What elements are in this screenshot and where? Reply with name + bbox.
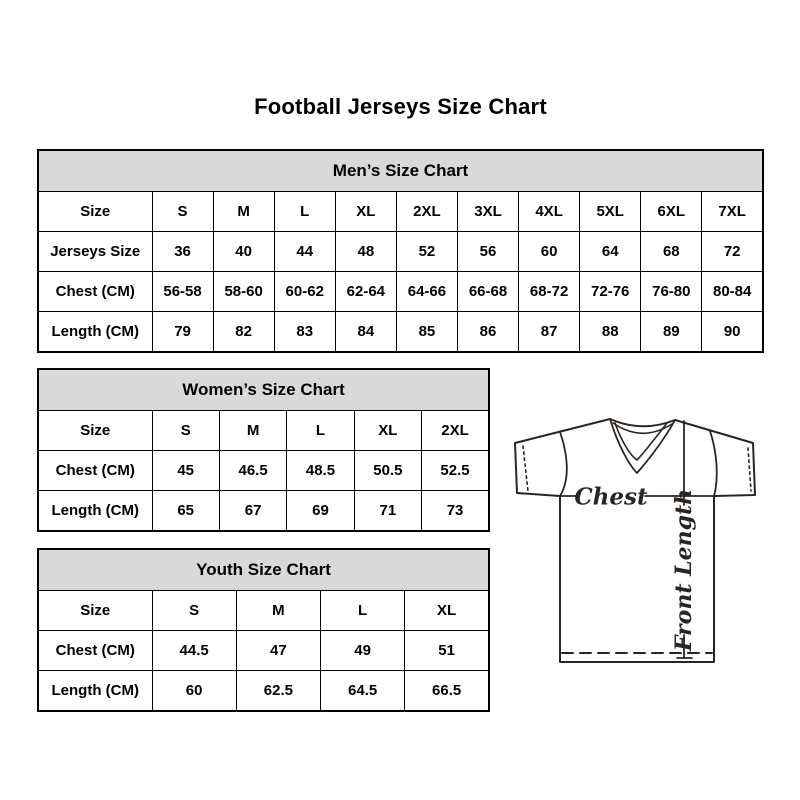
value-cell: 7XL — [702, 192, 763, 232]
chest-measure-label: Chest — [574, 483, 648, 511]
jersey-diagram-svg — [505, 410, 765, 670]
mens-size-table — [37, 149, 764, 353]
value-cell: 85 — [396, 312, 457, 353]
table-row — [38, 631, 489, 671]
value-cell: 52.5 — [422, 451, 489, 491]
value-cell: L — [274, 192, 335, 232]
value-cell: 2XL — [396, 192, 457, 232]
value-cell: M — [236, 591, 320, 631]
value-cell: 86 — [457, 312, 518, 353]
value-cell: 60-62 — [274, 272, 335, 312]
value-cell: 66-68 — [457, 272, 518, 312]
value-cell: S — [152, 192, 213, 232]
value-cell: 72-76 — [580, 272, 641, 312]
table-row — [38, 671, 489, 712]
value-cell: 45 — [152, 451, 219, 491]
table-title: Women’s Size Chart — [38, 369, 489, 411]
value-cell: 72 — [702, 232, 763, 272]
value-cell: 79 — [152, 312, 213, 353]
value-cell: 65 — [152, 491, 219, 532]
row-label-cell: Size — [38, 192, 152, 232]
row-label-cell: Length (CM) — [38, 312, 152, 353]
value-cell: 76-80 — [641, 272, 702, 312]
value-cell: 46.5 — [219, 451, 286, 491]
jersey-measurement-diagram — [505, 410, 765, 670]
value-cell: 2XL — [422, 411, 489, 451]
value-cell: 52 — [396, 232, 457, 272]
value-cell: 66.5 — [405, 671, 489, 712]
value-cell: 49 — [321, 631, 405, 671]
table-row — [38, 491, 489, 532]
table-row — [38, 232, 763, 272]
value-cell: 90 — [702, 312, 763, 353]
value-cell: L — [321, 591, 405, 631]
jersey-outline — [515, 419, 755, 662]
value-cell: 60 — [152, 671, 236, 712]
table-row — [38, 591, 489, 631]
value-cell: 71 — [354, 491, 421, 532]
row-label-cell: Chest (CM) — [38, 451, 152, 491]
value-cell: 48 — [335, 232, 396, 272]
table-title-row — [38, 369, 489, 411]
value-cell: 56 — [457, 232, 518, 272]
value-cell: 68-72 — [519, 272, 580, 312]
table-title-row — [38, 150, 763, 192]
value-cell: 47 — [236, 631, 320, 671]
table-row — [38, 312, 763, 353]
value-cell: 69 — [287, 491, 354, 532]
value-cell: 50.5 — [354, 451, 421, 491]
value-cell: 73 — [422, 491, 489, 532]
value-cell: L — [287, 411, 354, 451]
table-title: Youth Size Chart — [38, 549, 489, 591]
value-cell: XL — [354, 411, 421, 451]
table-title: Men’s Size Chart — [38, 150, 763, 192]
value-cell: 6XL — [641, 192, 702, 232]
value-cell: 51 — [405, 631, 489, 671]
value-cell: 56-58 — [152, 272, 213, 312]
value-cell: 89 — [641, 312, 702, 353]
value-cell: 88 — [580, 312, 641, 353]
table-row — [38, 272, 763, 312]
front-length-measure-label: Front Length — [671, 488, 697, 652]
value-cell: 82 — [213, 312, 274, 353]
value-cell: 36 — [152, 232, 213, 272]
value-cell: XL — [405, 591, 489, 631]
row-label-cell: Size — [38, 591, 152, 631]
value-cell: 64-66 — [396, 272, 457, 312]
value-cell: 5XL — [580, 192, 641, 232]
row-label-cell: Chest (CM) — [38, 631, 152, 671]
row-label-cell: Length (CM) — [38, 491, 152, 532]
value-cell: 62.5 — [236, 671, 320, 712]
value-cell: 62-64 — [335, 272, 396, 312]
value-cell: 44 — [274, 232, 335, 272]
value-cell: 84 — [335, 312, 396, 353]
table-row — [38, 411, 489, 451]
value-cell: M — [213, 192, 274, 232]
value-cell: M — [219, 411, 286, 451]
value-cell: 64 — [580, 232, 641, 272]
value-cell: 40 — [213, 232, 274, 272]
value-cell: XL — [335, 192, 396, 232]
value-cell: 4XL — [519, 192, 580, 232]
row-label-cell: Size — [38, 411, 152, 451]
value-cell: 60 — [519, 232, 580, 272]
value-cell: 67 — [219, 491, 286, 532]
value-cell: 58-60 — [213, 272, 274, 312]
value-cell: 80-84 — [702, 272, 763, 312]
womens-size-table — [37, 368, 490, 532]
row-label-cell: Jerseys Size — [38, 232, 152, 272]
table-row — [38, 451, 489, 491]
value-cell: 68 — [641, 232, 702, 272]
value-cell: S — [152, 411, 219, 451]
value-cell: 64.5 — [321, 671, 405, 712]
page-title: Football Jerseys Size Chart — [254, 94, 547, 119]
row-label-cell: Chest (CM) — [38, 272, 152, 312]
value-cell: S — [152, 591, 236, 631]
value-cell: 48.5 — [287, 451, 354, 491]
table-row — [38, 192, 763, 232]
value-cell: 44.5 — [152, 631, 236, 671]
value-cell: 83 — [274, 312, 335, 353]
youth-size-table — [37, 548, 490, 712]
value-cell: 87 — [519, 312, 580, 353]
value-cell: 3XL — [457, 192, 518, 232]
row-label-cell: Length (CM) — [38, 671, 152, 712]
table-title-row — [38, 549, 489, 591]
